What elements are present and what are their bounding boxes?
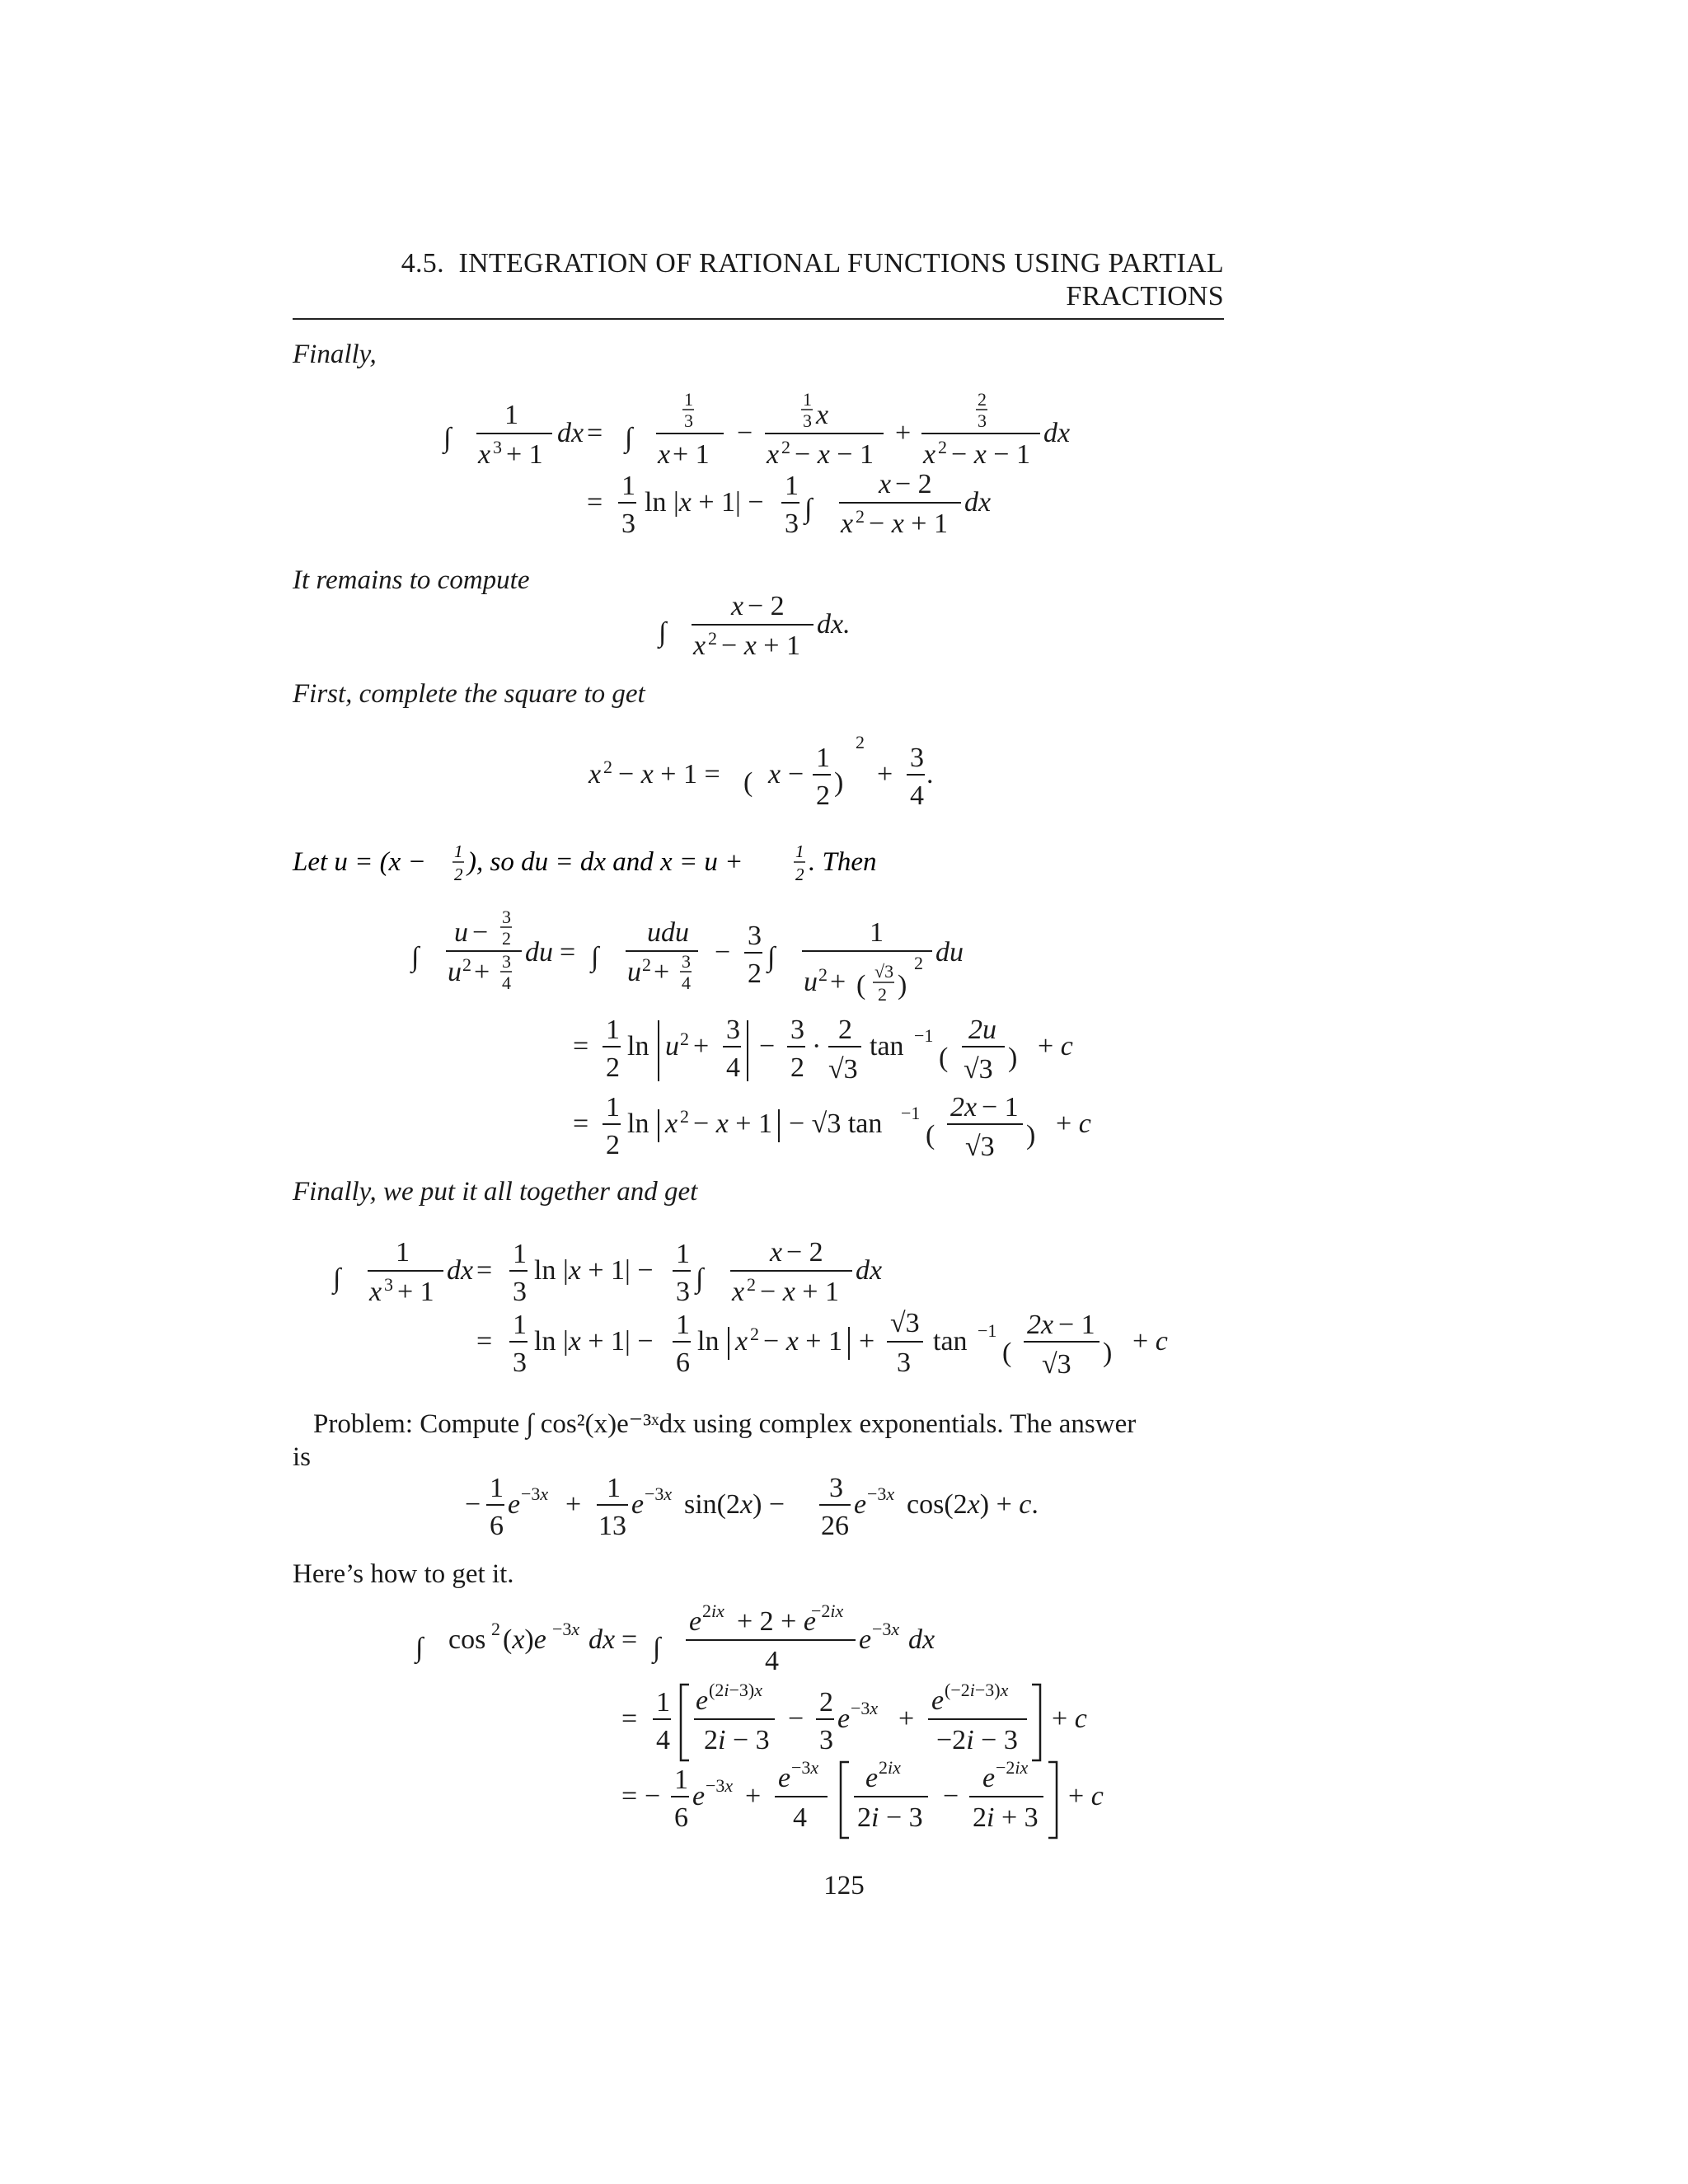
svg-text:1: 1 xyxy=(803,389,812,410)
svg-text:2ix: 2ix xyxy=(702,1601,724,1621)
svg-text:1: 1 xyxy=(870,917,884,948)
svg-text:+ 1: + 1 xyxy=(673,439,710,470)
svg-text:∫: ∫ xyxy=(625,423,633,453)
svg-text:− x + 1: − x + 1 xyxy=(869,509,948,539)
svg-text:+: + xyxy=(898,1704,915,1734)
svg-text:6: 6 xyxy=(490,1511,504,1541)
svg-text:+: + xyxy=(565,1489,582,1520)
svg-text:): ) xyxy=(1026,1120,1036,1151)
svg-text:2: 2 xyxy=(680,1029,689,1049)
svg-text:− √3 tan: − √3 tan xyxy=(789,1108,883,1139)
svg-text:cos(2x) + c.: cos(2x) + c. xyxy=(907,1489,1039,1520)
svg-text:dx: dx xyxy=(1043,418,1071,448)
svg-text:2: 2 xyxy=(914,953,923,973)
svg-text:− x + 1: − x + 1 xyxy=(760,1277,839,1307)
svg-text:=: = xyxy=(621,1781,638,1811)
svg-text:ln: ln xyxy=(627,1031,649,1062)
svg-text:2: 2 xyxy=(781,437,790,457)
svg-text:− x + 1 =: − x + 1 = xyxy=(618,759,720,790)
svg-text:ln |x + 1| −: ln |x + 1| − xyxy=(645,487,764,518)
svg-text:=: = xyxy=(560,937,576,968)
svg-text:u: u xyxy=(804,967,818,997)
svg-text:ln |x + 1| −: ln |x + 1| − xyxy=(534,1326,654,1357)
svg-text:+: + xyxy=(877,759,893,790)
svg-text:3: 3 xyxy=(803,410,812,431)
svg-text:4: 4 xyxy=(682,972,691,993)
svg-text:dx: dx xyxy=(557,418,584,448)
svg-text:√3: √3 xyxy=(890,1308,920,1338)
svg-text:x: x xyxy=(588,759,602,790)
svg-text:1: 1 xyxy=(607,1473,621,1503)
svg-text:− x − 1: − x − 1 xyxy=(951,439,1030,470)
svg-text:2: 2 xyxy=(938,437,947,457)
svg-text:2: 2 xyxy=(502,928,511,949)
svg-text:− 1: − 1 xyxy=(982,1092,1019,1122)
svg-text:2: 2 xyxy=(819,1687,833,1718)
svg-text:3: 3 xyxy=(384,1274,393,1295)
svg-text:−2ix: −2ix xyxy=(811,1601,844,1621)
svg-text:x: x xyxy=(732,1277,745,1307)
svg-text:·: · xyxy=(812,1031,822,1062)
svg-text:2: 2 xyxy=(491,1619,500,1639)
svg-text:x: x xyxy=(735,1326,748,1357)
svg-text:2: 2 xyxy=(606,1052,620,1083)
svg-text:3: 3 xyxy=(785,509,799,539)
svg-text:∫: ∫ xyxy=(333,1263,341,1294)
svg-text:x: x xyxy=(369,1277,382,1307)
svg-text:2: 2 xyxy=(838,1015,852,1045)
svg-text:+ c: + c xyxy=(1132,1326,1168,1357)
prose-remains: It remains to compute xyxy=(293,565,530,595)
prose-problem-continued: is xyxy=(293,1442,312,1472)
svg-text:1: 1 xyxy=(785,471,799,501)
svg-text:x: x xyxy=(879,469,892,499)
svg-text:∫: ∫ xyxy=(804,494,813,524)
svg-text:3: 3 xyxy=(513,1347,527,1378)
svg-text:−3x: −3x xyxy=(851,1698,879,1718)
svg-text:−3x: −3x xyxy=(645,1483,673,1504)
svg-text:u: u xyxy=(448,957,462,987)
svg-text:ln |x + 1| −: ln |x + 1| − xyxy=(534,1255,654,1286)
svg-text:6: 6 xyxy=(674,1802,688,1833)
svg-text:2x: 2x xyxy=(950,1092,978,1122)
svg-text:−: − xyxy=(759,1031,776,1062)
svg-text:.: . xyxy=(926,759,934,790)
svg-text:1: 1 xyxy=(513,1239,527,1269)
svg-text:∫: ∫ xyxy=(443,423,452,453)
svg-text:+ 2 + e: + 2 + e xyxy=(737,1606,816,1637)
svg-text:2i − 3: 2i − 3 xyxy=(857,1802,923,1833)
svg-text:− x − 1: − x − 1 xyxy=(795,439,874,470)
svg-text:− 2: − 2 xyxy=(895,469,932,499)
svg-text:), so du = dx and x = u +: ), so du = dx and x = u + xyxy=(467,847,743,877)
svg-text:+ 1: + 1 xyxy=(506,439,543,470)
svg-text:+: + xyxy=(693,1031,710,1062)
svg-text:2: 2 xyxy=(750,1324,759,1344)
header-line-1 xyxy=(293,247,1224,280)
svg-text:+: + xyxy=(895,418,912,448)
svg-text:√3: √3 xyxy=(828,1054,858,1085)
svg-text:4: 4 xyxy=(793,1802,807,1833)
svg-text:1: 1 xyxy=(490,1473,504,1503)
svg-text:e: e xyxy=(696,1685,709,1716)
svg-text:−1: −1 xyxy=(978,1320,997,1341)
svg-text:(2i−3)x: (2i−3)x xyxy=(709,1680,762,1700)
svg-text:1: 1 xyxy=(684,389,693,410)
svg-text:=: = xyxy=(587,418,603,448)
svg-text:x: x xyxy=(767,439,780,470)
svg-text:dx: dx xyxy=(908,1624,935,1655)
svg-text:2: 2 xyxy=(748,958,762,989)
svg-text:+ c: + c xyxy=(1038,1031,1073,1062)
svg-text:tan: tan xyxy=(933,1326,968,1357)
svg-text:e: e xyxy=(692,1781,706,1811)
svg-text:2: 2 xyxy=(818,964,828,985)
svg-text:(: ( xyxy=(926,1120,935,1151)
svg-text:1: 1 xyxy=(606,1092,620,1122)
svg-text:): ) xyxy=(1103,1338,1113,1368)
svg-text:2i + 3: 2i + 3 xyxy=(973,1802,1039,1833)
svg-text:2: 2 xyxy=(747,1274,756,1295)
svg-text:): ) xyxy=(1008,1043,1018,1073)
svg-text:(: ( xyxy=(856,970,866,1001)
svg-text:x: x xyxy=(770,1237,783,1268)
svg-text:x: x xyxy=(841,509,854,539)
svg-text:dx: dx xyxy=(447,1255,474,1286)
svg-text:e: e xyxy=(931,1685,945,1716)
svg-text:−: − xyxy=(715,937,731,968)
svg-text:u: u xyxy=(454,917,468,948)
svg-text:− x + 1: − x + 1 xyxy=(763,1326,842,1357)
svg-text:−: − xyxy=(943,1781,959,1811)
svg-text:2: 2 xyxy=(878,984,887,1005)
svg-text:4: 4 xyxy=(502,972,511,993)
svg-text:e: e xyxy=(865,1763,879,1793)
svg-text:+: + xyxy=(830,967,846,997)
svg-text:− x + 1: − x + 1 xyxy=(721,630,800,661)
svg-text:1: 1 xyxy=(656,1687,670,1718)
svg-text:−1: −1 xyxy=(901,1103,921,1123)
svg-text:3: 3 xyxy=(621,509,635,539)
svg-text:2: 2 xyxy=(642,954,651,975)
svg-text:dx: dx xyxy=(588,1624,616,1655)
svg-text:∫: ∫ xyxy=(696,1263,704,1294)
svg-text:=: = xyxy=(587,487,603,518)
svg-text:−1: −1 xyxy=(914,1025,934,1046)
svg-text:1: 1 xyxy=(674,1765,688,1795)
svg-text:du: du xyxy=(935,937,964,968)
svg-text:(: ( xyxy=(743,767,753,798)
svg-text:=: = xyxy=(621,1704,638,1734)
svg-text:4: 4 xyxy=(656,1725,670,1755)
svg-text:2: 2 xyxy=(816,780,830,811)
prose-substitution xyxy=(293,839,919,897)
svg-text:e: e xyxy=(778,1763,791,1793)
svg-text:3: 3 xyxy=(897,1347,911,1378)
svg-text:1: 1 xyxy=(454,841,463,861)
svg-text:+ 1: + 1 xyxy=(397,1277,434,1307)
svg-text:(x)e: (x)e xyxy=(503,1624,546,1655)
svg-text:3: 3 xyxy=(684,410,693,431)
svg-text:+: + xyxy=(654,957,670,987)
svg-text:): ) xyxy=(898,970,907,1001)
svg-text:∫: ∫ xyxy=(653,1633,661,1663)
page-number: 125 xyxy=(823,1871,865,1900)
svg-text:(: ( xyxy=(939,1043,949,1073)
svg-text:√3: √3 xyxy=(874,961,894,982)
svg-text:3: 3 xyxy=(682,951,691,972)
prose-complete-square: First, complete the square to get xyxy=(293,679,645,709)
svg-text:∫: ∫ xyxy=(411,942,420,972)
equation-complex-exponentials xyxy=(412,1599,1154,1850)
svg-text:e: e xyxy=(982,1763,996,1793)
svg-text:−2ix: −2ix xyxy=(996,1757,1029,1778)
svg-text:=: = xyxy=(621,1624,638,1655)
svg-text:2: 2 xyxy=(790,1052,804,1083)
equation-final-result xyxy=(330,1225,1236,1394)
svg-text:e: e xyxy=(854,1489,867,1520)
svg-text:u: u xyxy=(627,957,641,987)
svg-text:x: x xyxy=(816,400,829,430)
svg-text:√3: √3 xyxy=(964,1054,993,1085)
svg-text:x: x xyxy=(768,759,781,790)
equation-answer xyxy=(462,1465,1088,1560)
svg-text:): ) xyxy=(834,767,844,798)
prose-problem: Problem: Compute ∫ cos²(x)e⁻³ˣdx using complex exponentials. The answer xyxy=(313,1409,1137,1439)
prose-finally-1: Finally, xyxy=(293,340,377,369)
svg-text:2: 2 xyxy=(856,506,865,527)
svg-text:−: − xyxy=(472,917,489,948)
svg-text:− 1: − 1 xyxy=(1058,1310,1095,1340)
svg-text:3: 3 xyxy=(829,1473,843,1503)
svg-text:−3x: −3x xyxy=(872,1619,900,1639)
svg-text:2: 2 xyxy=(795,865,804,884)
svg-text:tan: tan xyxy=(870,1031,904,1062)
svg-text:4: 4 xyxy=(910,780,924,811)
svg-text:1: 1 xyxy=(816,743,830,773)
svg-text:u: u xyxy=(665,1031,679,1062)
svg-text:3: 3 xyxy=(790,1015,804,1045)
svg-text:−: − xyxy=(788,1704,804,1734)
svg-text:du: du xyxy=(525,937,553,968)
svg-text:x: x xyxy=(478,439,491,470)
svg-text:3: 3 xyxy=(493,437,502,457)
svg-text:+: + xyxy=(745,1781,762,1811)
svg-text:2x: 2x xyxy=(1027,1310,1054,1340)
section-number: 4.5. xyxy=(401,248,444,279)
svg-text:∫: ∫ xyxy=(415,1633,424,1663)
svg-text:3: 3 xyxy=(676,1277,690,1307)
svg-text:2: 2 xyxy=(856,732,865,752)
svg-text:4: 4 xyxy=(726,1052,740,1083)
svg-text:−3x: −3x xyxy=(521,1483,549,1504)
prose-put-together: Finally, we put it all together and get xyxy=(293,1177,698,1207)
svg-text:=: = xyxy=(573,1108,589,1139)
svg-text:− 2: − 2 xyxy=(748,591,785,621)
svg-text:4: 4 xyxy=(765,1646,779,1676)
svg-text:e: e xyxy=(508,1489,521,1520)
svg-text:1: 1 xyxy=(676,1310,690,1340)
svg-text:x: x xyxy=(731,591,744,621)
svg-text:x: x xyxy=(658,439,671,470)
svg-text:1: 1 xyxy=(513,1310,527,1340)
section-title-part-2: FRACTIONS xyxy=(1066,281,1224,312)
svg-text:√3: √3 xyxy=(1042,1349,1071,1380)
svg-text:1: 1 xyxy=(795,841,804,861)
svg-text:2ix: 2ix xyxy=(879,1757,901,1778)
svg-text:2: 2 xyxy=(978,389,987,410)
svg-text:1: 1 xyxy=(621,471,635,501)
svg-text:−3x: −3x xyxy=(706,1775,734,1796)
svg-text:−: − xyxy=(737,418,753,448)
svg-text:Let u = (x −: Let u = (x − xyxy=(293,847,426,877)
svg-text:3: 3 xyxy=(910,743,924,773)
svg-text:26: 26 xyxy=(821,1511,849,1541)
svg-text:1: 1 xyxy=(676,1239,690,1269)
svg-text:1: 1 xyxy=(504,400,518,430)
svg-text:−2i − 3: −2i − 3 xyxy=(936,1725,1018,1755)
svg-text:(: ( xyxy=(1002,1338,1012,1368)
svg-text:2: 2 xyxy=(708,628,717,649)
svg-text:dx: dx xyxy=(856,1255,883,1286)
equation-remaining-integral xyxy=(655,590,886,677)
svg-text:3: 3 xyxy=(978,410,987,431)
svg-text:x: x xyxy=(693,630,706,661)
svg-text:+: + xyxy=(474,957,490,987)
svg-text:3: 3 xyxy=(819,1725,833,1755)
svg-text:x: x xyxy=(665,1108,678,1139)
running-header xyxy=(293,247,1224,313)
svg-text:3: 3 xyxy=(513,1277,527,1307)
svg-text:− 2: − 2 xyxy=(786,1237,823,1268)
svg-text:(−2i−3)x: (−2i−3)x xyxy=(945,1680,1009,1700)
svg-text:=: = xyxy=(476,1326,493,1357)
svg-text:∫: ∫ xyxy=(591,942,599,972)
substitution-text xyxy=(293,839,919,888)
equation-u-substitution xyxy=(408,898,1150,1216)
svg-text:∫: ∫ xyxy=(767,942,776,972)
svg-text:+: + xyxy=(859,1326,875,1357)
svg-text:2i − 3: 2i − 3 xyxy=(704,1725,770,1755)
svg-text:dx.: dx. xyxy=(817,609,851,640)
svg-text:2: 2 xyxy=(462,954,471,975)
svg-text:2u: 2u xyxy=(968,1015,996,1045)
svg-text:∫: ∫ xyxy=(659,617,667,648)
svg-text:3: 3 xyxy=(502,951,511,972)
svg-text:e: e xyxy=(689,1606,702,1637)
equation-complete-square xyxy=(585,725,964,828)
svg-text:e: e xyxy=(631,1489,645,1520)
prose-heres-how: Here’s how to get it. xyxy=(293,1559,514,1589)
svg-text:e: e xyxy=(859,1624,872,1655)
svg-text:+ c: + c xyxy=(1052,1704,1087,1734)
svg-text:2: 2 xyxy=(603,757,612,777)
svg-text:=: = xyxy=(573,1031,589,1062)
svg-text:2: 2 xyxy=(680,1106,689,1127)
svg-text:ln: ln xyxy=(627,1108,649,1139)
svg-text:dx: dx xyxy=(964,487,992,518)
svg-text:−3x: −3x xyxy=(791,1757,819,1778)
svg-text:−3x: −3x xyxy=(867,1483,895,1504)
svg-text:6: 6 xyxy=(676,1347,690,1378)
svg-text:3: 3 xyxy=(748,921,762,951)
svg-text:− x + 1: − x + 1 xyxy=(693,1108,772,1139)
svg-text:1: 1 xyxy=(606,1015,620,1045)
svg-text:3: 3 xyxy=(726,1015,740,1045)
svg-text:sin(2x) −: sin(2x) − xyxy=(684,1489,785,1520)
svg-text:√3: √3 xyxy=(965,1132,995,1162)
svg-text:1: 1 xyxy=(396,1237,410,1268)
svg-text:ln: ln xyxy=(697,1326,720,1357)
svg-text:cos: cos xyxy=(448,1624,486,1655)
svg-text:13: 13 xyxy=(598,1511,626,1541)
svg-text:2: 2 xyxy=(454,865,463,884)
svg-text:=: = xyxy=(476,1255,493,1286)
svg-text:udu: udu xyxy=(647,917,689,948)
svg-text:−3x: −3x xyxy=(552,1619,580,1639)
svg-text:x: x xyxy=(923,439,936,470)
svg-text:+ c: + c xyxy=(1068,1781,1104,1811)
svg-text:e: e xyxy=(837,1704,851,1734)
section-title-part-1: INTEGRATION OF RATIONAL FUNCTIONS USING PARTIAL xyxy=(458,248,1224,279)
svg-text:−: − xyxy=(788,759,804,790)
svg-text:2: 2 xyxy=(606,1130,620,1160)
equation-partial-fractions xyxy=(429,387,1104,556)
svg-text:−: − xyxy=(465,1489,481,1520)
svg-text:. Then: . Then xyxy=(809,847,877,877)
svg-text:3: 3 xyxy=(502,907,511,927)
header-rule xyxy=(293,318,1224,320)
svg-text:−: − xyxy=(645,1781,661,1811)
svg-text:+ c: + c xyxy=(1056,1108,1091,1139)
